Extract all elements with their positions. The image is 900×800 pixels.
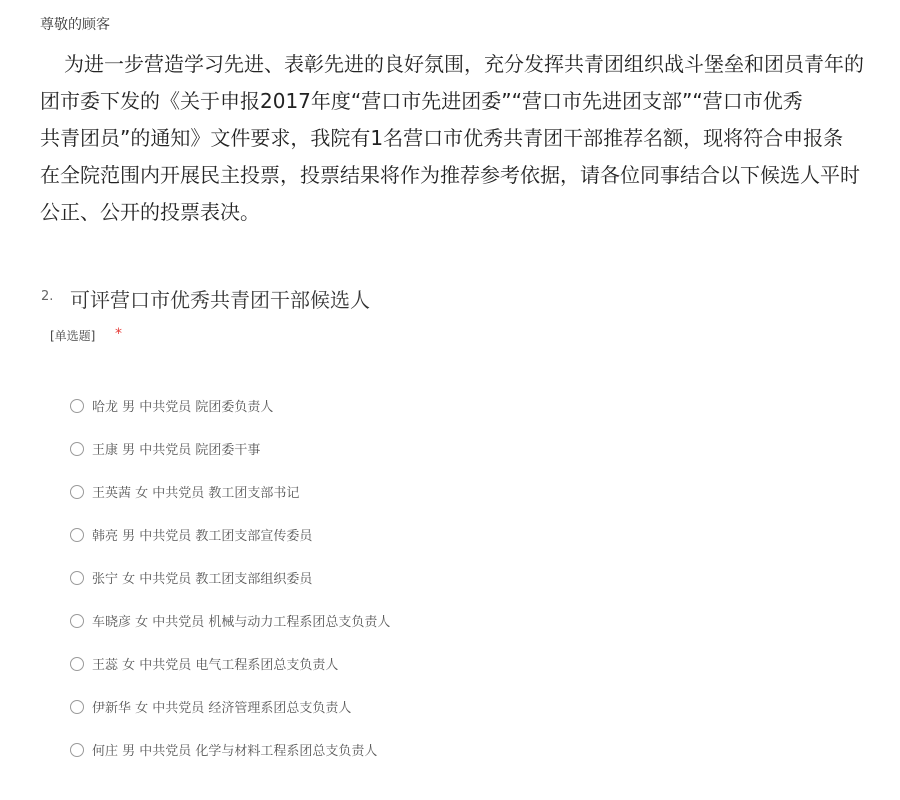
radio-option[interactable] xyxy=(70,556,670,599)
radio-option[interactable] xyxy=(70,642,670,685)
radio-option-label[interactable]: 韩亮 男 中共党员 教工团支部宣传委员 xyxy=(92,529,313,544)
radio-option[interactable] xyxy=(70,513,670,556)
radio-option-label[interactable]: 哈龙 男 中共党员 院团委负责人 xyxy=(92,400,274,415)
intro-line: 在全院范围内开展民主投票，投票结果将作为推荐参考依据，请各位同事结合以下候选人平时 xyxy=(40,163,860,187)
radio-button[interactable] xyxy=(70,614,84,628)
radio-option-list xyxy=(70,384,670,771)
radio-option-label[interactable]: 何庄 男 中共党员 化学与材料工程系团总支负责人 xyxy=(92,744,378,759)
radio-button[interactable] xyxy=(70,399,84,413)
question-title: 可评营口市优秀共青团干部候选人 xyxy=(70,288,370,312)
radio-option-label[interactable]: 王英茜 女 中共党员 教工团支部书记 xyxy=(92,486,300,501)
radio-option-label[interactable]: 张宁 女 中共党员 教工团支部组织委员 xyxy=(92,572,313,587)
greeting-text: 尊敬的顾客 xyxy=(40,17,110,33)
radio-option-label[interactable]: 王蕊 女 中共党员 电气工程系团总支负责人 xyxy=(92,658,339,673)
intro-line: 公正、公开的投票表决。 xyxy=(40,200,260,224)
question-type-label: [单选题] xyxy=(50,329,96,343)
radio-option[interactable] xyxy=(70,599,670,642)
radio-button[interactable] xyxy=(70,485,84,499)
intro-line: 团市委下发的《关于申报2017年度“营口市先进团委”“营口市先进团支部”“营口市优秀 xyxy=(40,89,803,113)
radio-button[interactable] xyxy=(70,657,84,671)
intro-line: 为进一步营造学习先进、表彰先进的良好氛围，充分发挥共青团组织战斗堡垒和团员青年的 xyxy=(64,52,864,76)
radio-option[interactable] xyxy=(70,384,670,427)
radio-button[interactable] xyxy=(70,743,84,757)
radio-option-label[interactable]: 车晓彦 女 中共党员 机械与动力工程系团总支负责人 xyxy=(92,615,391,630)
radio-option-label[interactable]: 王康 男 中共党员 院团委干事 xyxy=(92,443,261,458)
radio-option[interactable] xyxy=(70,427,670,470)
radio-button[interactable] xyxy=(70,700,84,714)
question-number: 2. xyxy=(41,289,54,304)
radio-option[interactable] xyxy=(70,470,670,513)
intro-paragraph xyxy=(40,46,900,238)
radio-option-label[interactable]: 伊新华 女 中共党员 经济管理系团总支负责人 xyxy=(92,701,352,716)
radio-option[interactable] xyxy=(70,685,670,728)
radio-button[interactable] xyxy=(70,528,84,542)
radio-button[interactable] xyxy=(70,442,84,456)
radio-button[interactable] xyxy=(70,571,84,585)
radio-option[interactable] xyxy=(70,728,670,771)
intro-line: 共青团员”的通知》文件要求，我院有1名营口市优秀共青团干部推荐名额，现将符合申报条 xyxy=(40,126,844,150)
required-marker: * xyxy=(115,326,122,342)
